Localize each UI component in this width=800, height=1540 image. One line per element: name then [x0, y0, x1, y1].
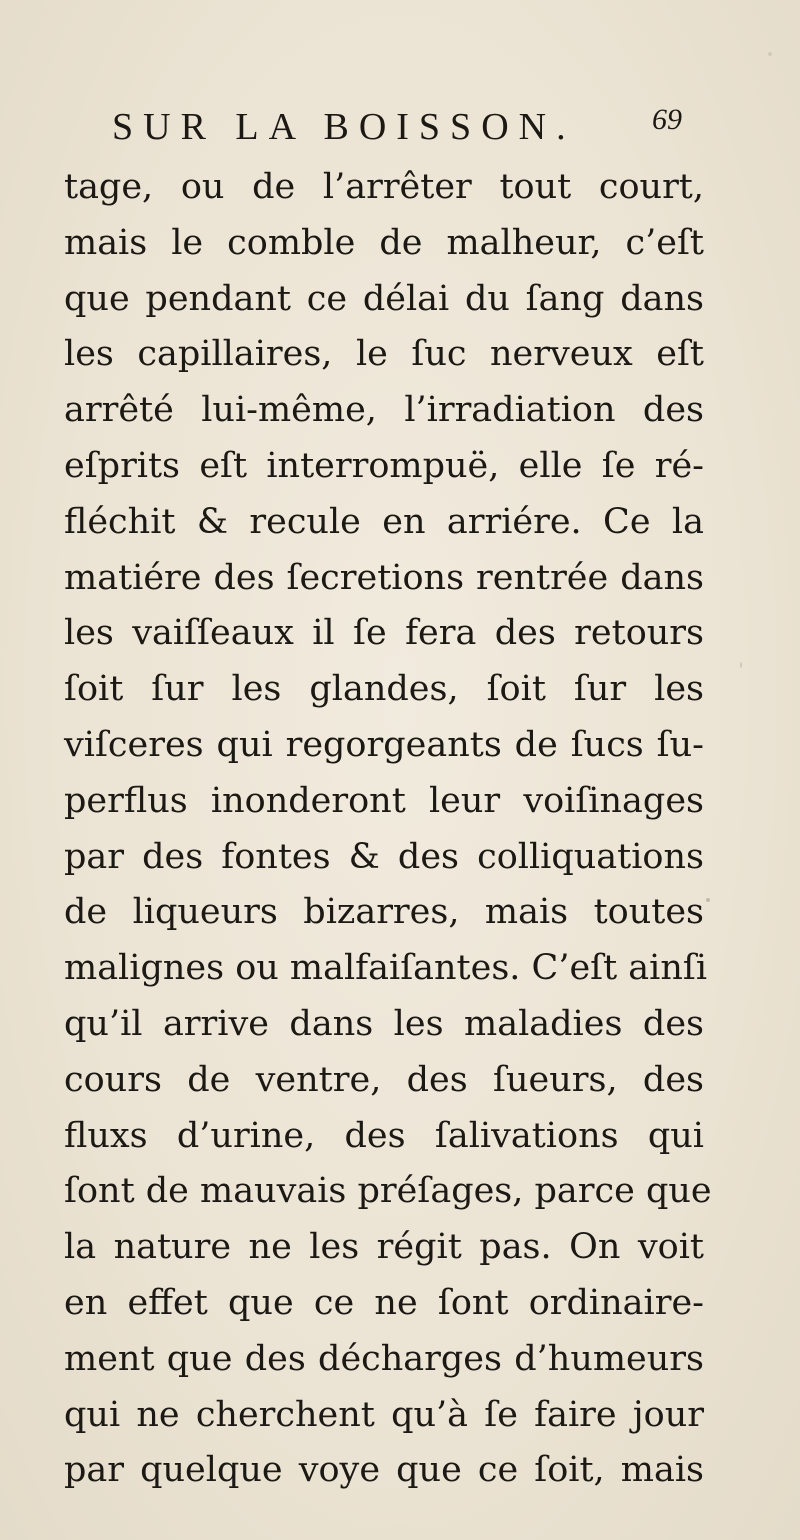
text-line: que pendant ce délai du ſang dans: [64, 278, 704, 319]
text-line: ment que des décharges d’humeurs: [64, 1338, 704, 1379]
text-line: par quelque voye que ce ſoit, mais: [64, 1450, 704, 1491]
text-line: de liqueurs bizarres, mais toutes: [64, 892, 704, 933]
text-line: mais le comble de malheur, c’eſt: [64, 222, 704, 263]
text-line: ſoit ſur les glandes, ſoit ſur les: [64, 669, 704, 710]
text-line: eſprits eſt interrompuë, elle ſe ré-: [64, 445, 704, 486]
paper-speck: [740, 662, 742, 668]
paper-speck: [768, 52, 772, 56]
text-line: arrêté lui-même, l’irradiation des: [64, 390, 704, 431]
text-line: fluxs d’urine, des ſalivations qui: [64, 1115, 704, 1156]
text-line: par des fontes & des colliquations: [64, 836, 704, 877]
text-line: malignes ou malfaiſantes. C’eſt ainſi: [64, 948, 708, 989]
text-line: en effet que ce ne ſont ordinaire-: [64, 1282, 704, 1323]
text-line: qui ne cherchent qu’à ſe faire jour: [64, 1394, 704, 1435]
paper-speck: [706, 898, 710, 902]
text-line: perflus inonderont leur voiſinages: [64, 780, 704, 821]
text-line: ſont de mauvais préſages, parce que: [64, 1171, 712, 1212]
body-text: [64, 160, 712, 1499]
text-line: tage, ou de l’arrêter tout court,: [64, 167, 704, 207]
text-line: cours de ventre, des ſueurs, des: [64, 1059, 704, 1100]
text-line: viſceres qui regorgeants de ſucs ſu-: [64, 724, 704, 765]
text-line: fléchit & recule en arriére. Ce la: [64, 501, 704, 542]
text-line: les capillaires, le ſuc nerveux eſt: [64, 334, 704, 375]
text-line: les vaiſſeaux il ſe fera des retours: [64, 613, 704, 654]
text-line: la nature ne les régit pas. On voit: [64, 1227, 704, 1268]
page-header: [112, 98, 682, 160]
running-head: SUR LA BOISSON.: [112, 106, 576, 148]
text-line: qu’il arrive dans les maladies des: [64, 1003, 704, 1044]
page-number: 69: [652, 103, 682, 136]
text-line: matiére des ſecretions rentrée dans: [64, 557, 704, 598]
